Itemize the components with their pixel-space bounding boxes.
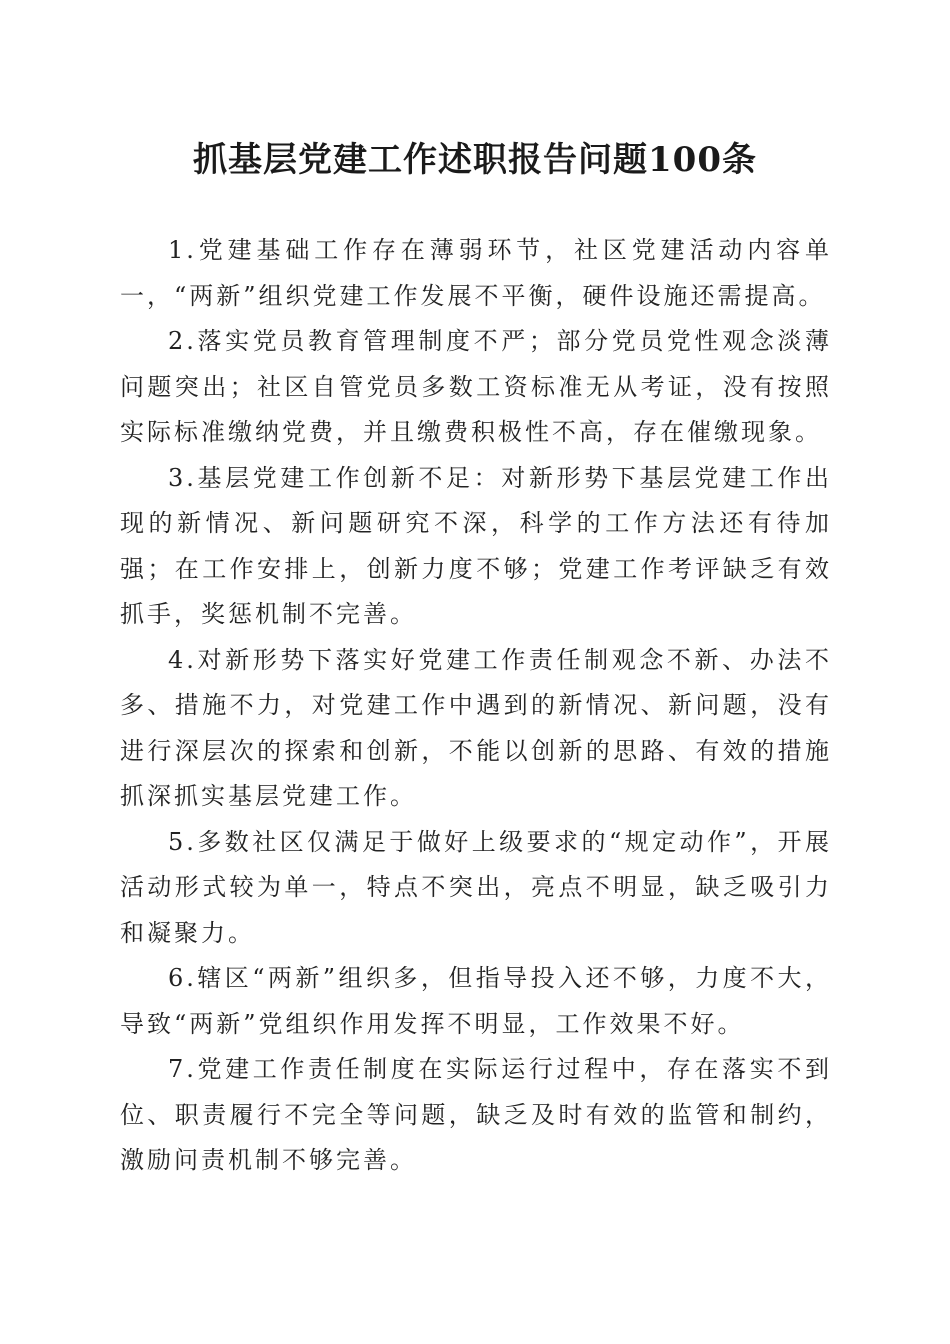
document-title: 抓基层党建工作述职报告问题100条 — [193, 140, 757, 180]
paragraph-2: 2.落实党员教育管理制度不严；部分党员党性观念淡薄问题突出；社区自管党员多数工资标准无从考证，没有按照实际标准缴纳党费，并且缴费积极性不高，存在催缴现象。 — [120, 327, 832, 446]
paragraph-3: 3.基层党建工作创新不足：对新形势下基层党建工作出现的新情况、新问题研究不深，科学的工作方法还有待加强；在工作安排上，创新力度不够；党建工作考评缺乏有效抓手，奖惩机制不完善。 — [120, 463, 832, 628]
paragraph-4: 4.对新形势下落实好党建工作责任制观念不新、办法不多、措施不力，对党建工作中遇到的新情况、新问题，没有进行深层次的探索和创新，不能以创新的思路、有效的措施抓深抓实基层党建工作。 — [120, 645, 832, 810]
paragraph-6: 6.辖区“两新”组织多，但指导投入还不够，力度不大，导致“两新”党组织作用发挥不明显，工作效果不好。 — [120, 964, 832, 1038]
paragraph-7: 7.党建工作责任制度在实际运行过程中，存在落实不到位、职责履行不完全等问题，缺乏及时有效的监管和制约，激励问责机制不够完善。 — [120, 1055, 832, 1174]
paragraph-1: 1.党建基础工作存在薄弱环节，社区党建活动内容单一，“两新”组织党建工作发展不平衡，硬件设施还需提高。 — [120, 236, 832, 310]
paragraph-5: 5.多数社区仅满足于做好上级要求的“规定动作”，开展活动形式较为单一，特点不突出，亮点不明显，缺乏吸引力和凝聚力。 — [120, 827, 832, 947]
document-body — [120, 228, 832, 1184]
